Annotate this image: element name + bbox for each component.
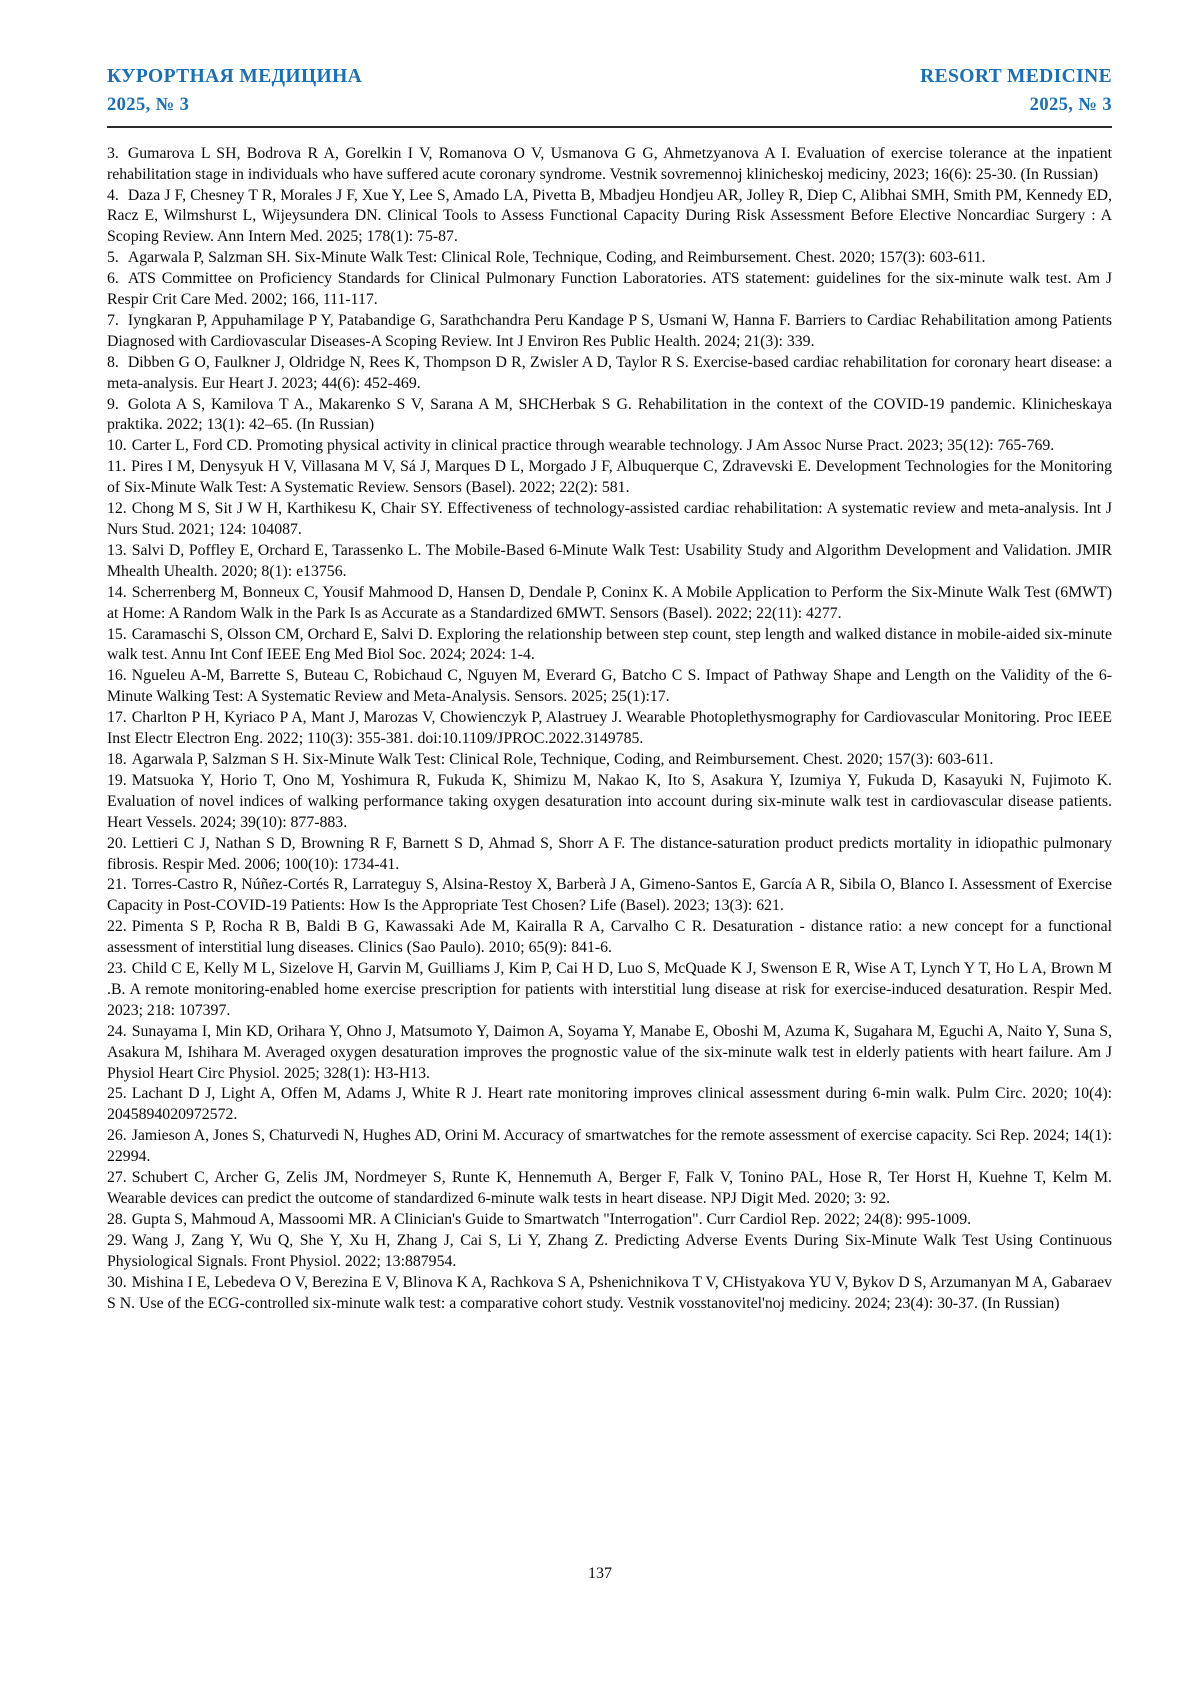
reference-item [107, 457, 1112, 499]
reference-text: Golota A S, Kamilova T A., Makarenko S V, Sarana A M, SHCHerbak S G. Rehabilitation in the context of the COVID-19 pandemic. Klinicheskaya praktika. 2022; 13(1): 42–65. (In Russian) [107, 395, 1112, 434]
reference-number: 5. [107, 249, 119, 267]
reference-item [107, 875, 1112, 917]
reference-number: 29. [107, 1231, 127, 1249]
reference-item [107, 269, 1112, 311]
reference-item [107, 499, 1112, 541]
reference-text: Chong M S, Sit J W H, Karthikesu K, Chair SY. Effectiveness of technology-assisted cardiac rehabilitation: A systematic review and meta-analysis. Int J Nurs Stud. 2021; 124: 104087. [107, 500, 1112, 538]
reference-text: Torres-Castro R, Núñez-Cortés R, Larrateguy S, Alsina-Restoy X, Barberà J A, Gimeno-Santos E, García A R, Sibila O, Blanco I. Assessment of Exercise Capacity in Post-COVID-19 Patients: How Is the Appropriate Test Chosen? Life (Basel). 2023; 13(3): 621. [107, 876, 1112, 915]
journal-title-ru: КУРОРТНАЯ МЕДИЦИНА [107, 66, 363, 87]
header-divider-line [107, 126, 1112, 128]
reference-number: 20. [107, 834, 127, 852]
reference-item [107, 395, 1112, 437]
reference-number: 11. [107, 458, 127, 476]
journal-issue-en: 2025, № 3 [1029, 95, 1112, 116]
reference-item [107, 959, 1112, 1022]
journal-header-en [920, 66, 1112, 117]
reference-item [107, 917, 1112, 959]
reference-text: Schubert C, Archer G, Zelis JM, Nordmeyer S, Runte K, Hennemuth A, Berger F, Falk V, Tonino PAL, Hose R, Ter Horst H, Kuehne T, Kelm M. Wearable devices can predict the outcome of standardized 6-minute walk tests in heart disease. NPJ Digit Med. 2020; 3: 92. [107, 1169, 1112, 1207]
reference-number: 13. [107, 541, 127, 559]
reference-number: 9. [107, 395, 119, 413]
reference-text: Mishina I E, Lebedeva O V, Berezina E V, Blinova K A, Rachkova S A, Pshenichnikova T V, CHistyakova YU V, Bykov D S, Arzumanyan M A, Gabaraev S N. Use of the ECG-controlled six-minute walk test: a comparative cohort study. Vestnik vosstanovitel'noj mediciny. 2024; 23(4): 30-37. (In Russian) [107, 1273, 1112, 1312]
reference-text: Caramaschi S, Olsson CM, Orchard E, Salvi D. Exploring the relationship between step count, step length and walked distance in mobile-aided six-minute walk test. Annu Int Conf IEEE Eng Med Biol Soc. 2024; 2024: 1-4. [107, 625, 1112, 664]
page-header [107, 66, 1112, 117]
reference-item [107, 248, 1112, 269]
reference-text: Wang J, Zang Y, Wu Q, She Y, Xu H, Zhang J, Cai S, Li Y, Zhang Z. Predicting Adverse Events During Six-Minute Walk Test Using Continuous Physiological Signals. Front Physiol. 2022; 13:887954. [107, 1231, 1112, 1270]
reference-text: Salvi D, Poffley E, Orchard E, Tarassenko L. The Mobile-Based 6-Minute Walk Test: Usability Study and Algorithm Development and Validation. JMIR Mhealth Uhealth. 2020; 8(1): e13756. [107, 541, 1112, 580]
reference-text: Lettieri C J, Nathan S D, Browning R F, Barnett S D, Ahmad S, Shorr A F. The distance-saturation product predicts mortality in idiopathic pulmonary fibrosis. Respir Med. 2006; 100(10): 1734-41. [107, 834, 1112, 873]
reference-number: 16. [107, 667, 127, 685]
reference-number: 30. [107, 1273, 127, 1291]
reference-number: 21. [107, 876, 127, 894]
reference-number: 7. [107, 311, 119, 329]
page-footer [0, 1565, 1200, 1583]
reference-text: Dibben G O, Faulkner J, Oldridge N, Rees K, Thompson D R, Zwisler A D, Taylor R S. Exercise-based cardiac rehabilitation for coronary heart disease: a meta-analysis. Eur Heart J. 2023; 44(6): 452-469. [107, 353, 1112, 392]
reference-text: Carter L, Ford CD. Promoting physical activity in clinical practice through wearable technology. J Am Assoc Nurse Pract. 2023; 35(12): 765-769. [131, 437, 1055, 455]
reference-text: Matsuoka Y, Horio T, Ono M, Yoshimura R, Fukuda K, Shimizu M, Nakao K, Ito S, Asakura Y, Izumiya Y, Fukuda D, Kasayuki N, Fujimoto K. Evaluation of novel indices of walking performance taking oxygen desaturation into account during six-minute walk test in cardiovascular disease patients. Heart Vessels. 2024; 39(10): 877-883. [107, 771, 1112, 831]
reference-item [107, 1168, 1112, 1210]
reference-text: Pimenta S P, Rocha R B, Baldi B G, Kawassaki Ade M, Kairalla R A, Carvalho C R. Desaturation - distance ratio: a new concept for a functional assessment of interstitial lung diseases. Clinics (Sao Paulo). 2010; 65(9): 841-6. [107, 918, 1112, 957]
page-number: 137 [588, 1565, 612, 1582]
reference-number: 25. [107, 1085, 127, 1103]
reference-text: Pires I M, Denysyuk H V, Villasana M V, Sá J, Marques D L, Morgado J F, Albuquerque C, Zdravevski E. Development Technologies for the Monitoring of Six-Minute Walk Test: A Systematic Review. Sensors (Basel). 2022; 22(2): 581. [107, 458, 1112, 497]
journal-title-en: RESORT MEDICINE [920, 66, 1112, 87]
reference-item [107, 1126, 1112, 1168]
reference-item [107, 750, 1112, 771]
reference-item [107, 1022, 1112, 1085]
reference-item [107, 311, 1112, 353]
reference-item [107, 708, 1112, 750]
journal-header-ru [107, 66, 362, 117]
reference-item [107, 583, 1112, 625]
reference-text: ATS Committee on Proficiency Standards for Clinical Pulmonary Function Laboratories. ATS statement: guidelines for the six-minute walk test. Am J Respir Crit Care Med. 2002; 166, 111-117. [107, 270, 1112, 309]
reference-text: Gupta S, Mahmoud A, Massoomi MR. A Clinician's Guide to Smartwatch "Interrogation". Curr Cardiol Rep. 2022; 24(8): 995-1009. [131, 1210, 972, 1228]
reference-item [107, 771, 1112, 834]
reference-number: 8. [107, 353, 119, 371]
reference-text: Charlton P H, Kyriaco P A, Mant J, Marozas V, Chowienczyk P, Alastruey J. Wearable Photoplethysmography for Cardiovascular Monitoring. Proc IEEE Inst Electr Electron Eng. 2022; 110(3): 355-381. doi:10.1109/JPROC.2022.3149785. [107, 709, 1112, 748]
journal-issue-ru: 2025, № 3 [107, 95, 190, 116]
reference-text: Iyngkaran P, Appuhamilage P Y, Patabandige G, Sarathchandra Peru Kandage P S, Usmani W, Hanna F. Barriers to Cardiac Rehabilitation among Patients Diagnosed with Cardiovascular Diseases-A Scoping Review. Int J Environ Res Public Health. 2024; 21(3): 339. [107, 311, 1112, 350]
reference-item [107, 1273, 1112, 1315]
reference-item [107, 834, 1112, 876]
reference-item [107, 186, 1112, 249]
reference-number: 27. [107, 1169, 127, 1187]
reference-text: Agarwala P, Salzman SH. Six-Minute Walk Test: Clinical Role, Technique, Coding, and Reimbursement. Chest. 2020; 157(3): 603-611. [127, 249, 986, 267]
reference-item [107, 436, 1112, 457]
reference-text: Gumarova L SH, Bodrova R A, Gorelkin I V, Romanova O V, Usmanova G G, Ahmetzyanova A I. Evaluation of exercise tolerance at the inpatient rehabilitation stage in individuals who have suffered acute coronary syndrome. Vestnik sovremennoj klinicheskoj mediciny, 2023; 16(6): 25-30. (In Russian) [107, 144, 1112, 183]
reference-number: 15. [107, 625, 127, 643]
reference-text: Daza J F, Chesney T R, Morales J F, Xue Y, Lee S, Amado LA, Pivetta B, Mbadjeu Hondjeu AR, Jolley R, Diep C, Alibhai SMH, Smith PM, Kennedy ED, Racz E, Wilmshurst L, Wijeysundera DN. Clinical Tools to Assess Functional Capacity During Risk Assessment Before Elective Noncardiac Surgery : A Scoping Review. Ann Intern Med. 2025; 178(1): 75-87. [107, 186, 1112, 246]
reference-number: 19. [107, 771, 127, 789]
reference-number: 3. [107, 144, 119, 162]
references-list [107, 144, 1112, 1315]
reference-text: Sunayama I, Min KD, Orihara Y, Ohno J, Matsumoto Y, Daimon A, Soyama Y, Manabe E, Oboshi M, Azuma K, Sugahara M, Eguchi A, Naito Y, Suna S, Asakura M, Ishihara M. Averaged oxygen desaturation improves the prognostic value of the six-minute walk test in elderly patients with heart failure. Am J Physiol Heart Circ Physiol. 2025; 328(1): H3-H13. [107, 1022, 1112, 1082]
reference-number: 22. [107, 918, 127, 936]
reference-item [107, 1231, 1112, 1273]
reference-item [107, 353, 1112, 395]
reference-text: Child C E, Kelly M L, Sizelove H, Garvin M, Guilliams J, Kim P, Cai H D, Luo S, McQuade K J, Swenson E R, Wise A T, Lynch Y T, Ho L A, Brown M .B. A remote monitoring-enabled home exercise prescription for patients with interstitial lung disease at risk for exercise-induced desaturation. Respir Med. 2023; 218: 107397. [107, 960, 1112, 1019]
reference-number: 4. [107, 186, 119, 204]
reference-number: 28. [107, 1210, 127, 1228]
reference-number: 26. [107, 1127, 127, 1145]
reference-number: 14. [107, 583, 127, 601]
reference-number: 6. [107, 270, 119, 288]
reference-text: Agarwala P, Salzman S H. Six-Minute Walk Test: Clinical Role, Technique, Coding, and Reimbursement. Chest. 2020; 157(3): 603-611. [131, 750, 994, 768]
reference-number: 18. [107, 750, 127, 768]
reference-number: 17. [107, 709, 127, 727]
reference-item [107, 1084, 1112, 1126]
reference-text: Scherrenberg M, Bonneux C, Yousif Mahmood D, Hansen D, Dendale P, Coninx K. A Mobile Application to Perform the Six-Minute Walk Test (6MWT) at Home: A Random Walk in the Park Is as Accurate as a Standardized 6MWT. Sensors (Basel). 2022; 22(11): 4277. [107, 583, 1112, 622]
reference-number: 24. [107, 1022, 127, 1040]
reference-number: 10. [107, 437, 127, 455]
reference-number: 12. [107, 500, 127, 518]
reference-text: Ngueleu A-M, Barrette S, Buteau C, Robichaud C, Nguyen M, Everard G, Batcho C S. Impact of Pathway Shape and Length on the Validity of the 6-Minute Walking Test: A Systematic Review and Meta-Analysis. Sensors. 2025; 25(1):17. [107, 667, 1112, 706]
reference-item [107, 144, 1112, 186]
reference-item [107, 541, 1112, 583]
reference-item [107, 1210, 1112, 1231]
reference-text: Jamieson A, Jones S, Chaturvedi N, Hughes AD, Orini M. Accuracy of smartwatches for the remote assessment of exercise capacity. Sci Rep. 2024; 14(1): 22994. [107, 1127, 1112, 1166]
reference-text: Lachant D J, Light A, Offen M, Adams J, White R J. Heart rate monitoring improves clinical assessment during 6-min walk. Pulm Circ. 2020; 10(4): 2045894020972572. [107, 1085, 1112, 1124]
reference-item [107, 625, 1112, 667]
reference-number: 23. [107, 960, 127, 978]
reference-item [107, 666, 1112, 708]
